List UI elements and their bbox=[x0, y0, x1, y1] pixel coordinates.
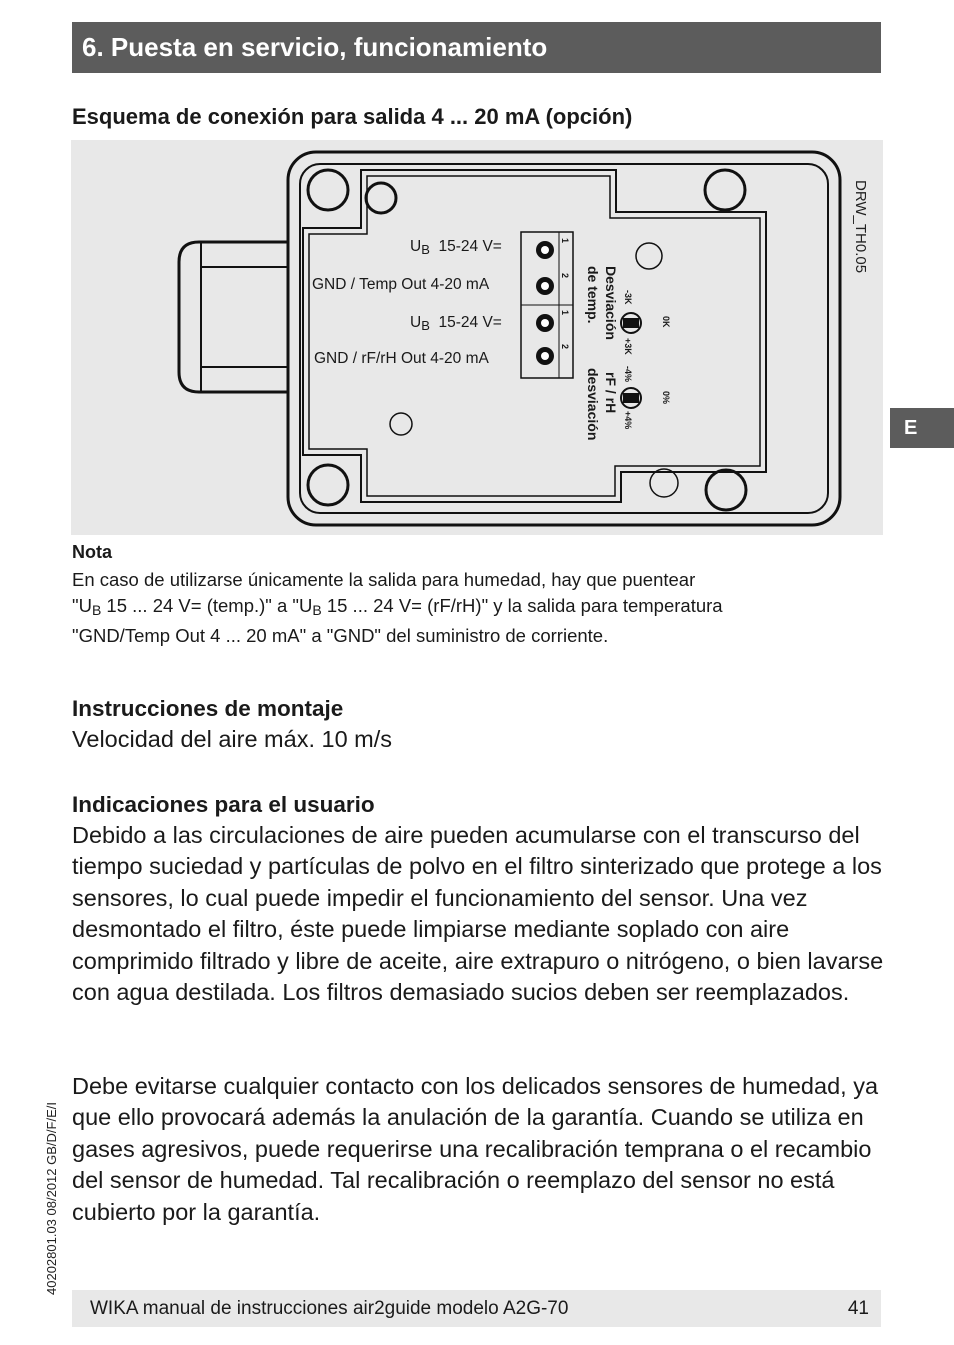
temp-deviation-label-2: de temp. bbox=[585, 266, 601, 324]
note-body bbox=[72, 567, 882, 649]
temp-minus-label: -3K bbox=[623, 290, 633, 305]
pin-label: 1 bbox=[560, 238, 570, 244]
note-line-3: "GND/Temp Out 4 ... 20 mA" a "GND" del suministro de corriente. bbox=[72, 625, 609, 646]
page-footer bbox=[72, 1290, 881, 1327]
user-notes-title: Indicaciones para el usuario bbox=[72, 792, 375, 817]
humidity-deviation-label: rF / rH bbox=[603, 372, 619, 414]
wiring-diagram bbox=[71, 140, 883, 535]
document-code: 40202801.03 08/2012 GB/D/F/E/I bbox=[44, 1102, 59, 1295]
section-header bbox=[72, 22, 881, 73]
section-title: 6. Puesta en servicio, funcionamiento bbox=[82, 32, 548, 62]
terminal-label-ub-temp: $U_B$ 15-24 V= bbox=[410, 238, 502, 257]
pin-label: 2 bbox=[560, 344, 570, 350]
temp-zero-label: 0K bbox=[661, 316, 671, 328]
humidity-zero-label: 0% bbox=[661, 391, 671, 405]
drawing-code: DRW_TH0.05 bbox=[852, 180, 869, 274]
mounting-text: Velocidad del aire máx. 10 m/s bbox=[72, 726, 393, 752]
note-title: Nota bbox=[72, 542, 112, 562]
pin-label: 1 bbox=[560, 310, 570, 316]
board-outline bbox=[303, 170, 766, 502]
mounting-title: Instrucciones de montaje bbox=[72, 696, 344, 721]
enclosure-drawing bbox=[71, 140, 883, 535]
cable-gland-outer bbox=[179, 242, 289, 392]
terminal-label-gnd-rh: GND / rF/rH Out 4-20 mA bbox=[314, 350, 489, 367]
pin-label: 2 bbox=[560, 273, 570, 279]
temp-plus-label: +3K bbox=[623, 338, 633, 355]
temp-deviation-label: Desviación bbox=[603, 266, 619, 340]
diagram-heading: Esquema de conexión para salida 4 ... 20 mA (opción) bbox=[72, 104, 633, 129]
user-notes-paragraph-1: Debido a las circulaciones de aire pueden acumularse con el transcurso del tiempo suciedad y partículas de polvo en el filtro sinterizado que protege a los sensores, lo cual puede impedir el funcionamiento del sensor. Una vez desmontado el filtro, éste puede limpiarse mediante soplado con aire comprimido filtrado y libre de aceite, aire extrapuro o nitrógeno, o bien lavarse con agua destilada. Los filtros demasiado sucios deben ser reemplazados. bbox=[72, 822, 884, 1006]
user-notes-paragraph-2: Debe evitarse cualquier contacto con los delicados sensores de humedad, ya que ello provocará además la anulación de la garantía. Cuando se utiliza en gases agresivos, puede requerirse una recalibración temprana o el recambio del sensor de humedad. Tal recalibración o reemplazo del sensor no está cubierto por la garantía. bbox=[72, 1073, 879, 1225]
footer-text: WIKA manual de instrucciones air2guide modelo A2G-70 bbox=[90, 1298, 569, 1319]
humidity-plus-label: +4% bbox=[623, 411, 633, 430]
note-line-1: En caso de utilizarse únicamente la salida para humedad, hay que puentear bbox=[72, 569, 696, 590]
note-line-2: "$U_B$ 15 ... 24 V= (temp.)" a "$U_B$ 15 ... 24 V= (rF/rH)" y la salida para temperatura bbox=[72, 595, 723, 618]
humidity-minus-label: -4% bbox=[623, 366, 633, 383]
humidity-deviation-label-2: desviación bbox=[585, 368, 601, 441]
terminal-label-ub-rh: $U_B$ 15-24 V= bbox=[410, 314, 502, 333]
terminal-label-gnd-temp: GND / Temp Out 4-20 mA bbox=[312, 276, 490, 293]
page-number: 41 bbox=[847, 1298, 869, 1319]
language-tab: E bbox=[890, 408, 954, 448]
